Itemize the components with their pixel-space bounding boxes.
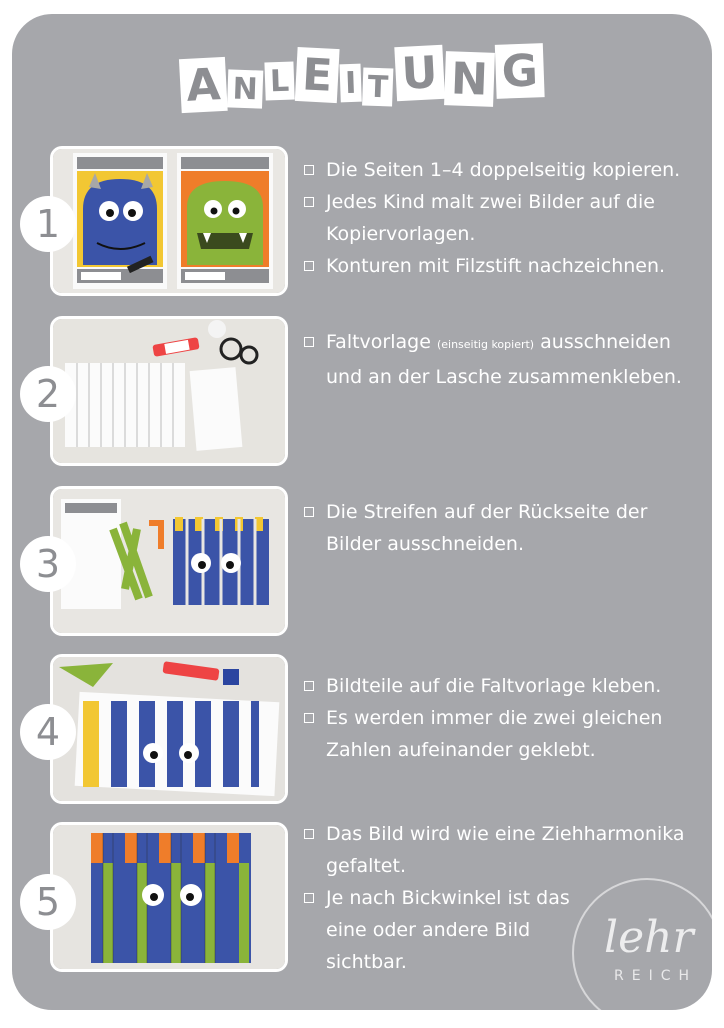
cut-strips-photo: [53, 489, 285, 633]
accordion-folded-photo: [53, 825, 285, 969]
step-number: 1: [20, 196, 76, 252]
logo-word: lehr: [604, 912, 694, 963]
step-4-text: [304, 670, 704, 766]
checklist-item-continued: sichtbar.: [326, 951, 407, 973]
title-letter: N: [444, 51, 495, 107]
title-letter: I: [339, 64, 361, 103]
step-1-text: [304, 154, 704, 282]
title-letter: A: [179, 57, 228, 113]
monster-drawings-photo: [53, 149, 285, 293]
page-title: [0, 45, 724, 112]
step-2-text: [304, 326, 704, 393]
fold-template-photo: [53, 319, 285, 463]
step-number: 5: [20, 874, 76, 930]
logo-sub: REICH: [614, 968, 698, 984]
checklist-item: Konturen mit Filzstift nachzeichnen.: [304, 250, 704, 282]
checklist-item: Jedes Kind malt zwei Bilder auf die: [304, 186, 704, 218]
step-3-photo: [50, 486, 288, 636]
title-letter: L: [264, 62, 294, 101]
checklist-item: Die Seiten 1–4 doppelseitig kopieren.: [304, 154, 704, 186]
checklist-item-continued: gefaltet.: [326, 855, 406, 877]
glue-strips-photo: [53, 657, 285, 801]
step-number: 3: [20, 536, 76, 592]
step-number: 2: [20, 366, 76, 422]
title-letter: G: [495, 43, 545, 99]
checklist-item: Bildteile auf die Faltvorlage kleben.: [304, 670, 704, 702]
title-letter: T: [362, 67, 394, 106]
title-letter: E: [295, 47, 340, 103]
step-3-text: [304, 496, 704, 560]
step-1-photo: [50, 146, 288, 296]
step-number: 4: [20, 704, 76, 760]
step-5-photo: [50, 822, 288, 972]
checklist-item: Die Streifen auf der Rückseite der: [304, 496, 704, 528]
checklist-item-continued: Zahlen aufeinander geklebt.: [326, 739, 596, 761]
checklist-item: Faltvorlage (einseitig kopiert) ausschneiden: [304, 326, 704, 361]
checklist-item-continued: eine oder andere Bild: [326, 919, 531, 941]
checklist-item-continued: und an der Lasche zusammenkleben.: [326, 366, 682, 388]
step-4-photo: [50, 654, 288, 804]
title-letter: N: [227, 69, 263, 108]
checklist-item-continued: Kopiervorlagen.: [326, 223, 476, 245]
checklist-item-continued: Bilder ausschneiden.: [326, 533, 525, 555]
title-letter: U: [394, 45, 444, 101]
step-2-photo: [50, 316, 288, 466]
checklist-item: Das Bild wird wie eine Ziehharmonika: [304, 818, 704, 850]
checklist-item: Je nach Bickwinkel ist das: [304, 882, 704, 914]
checklist-item: Es werden immer die zwei gleichen: [304, 702, 704, 734]
